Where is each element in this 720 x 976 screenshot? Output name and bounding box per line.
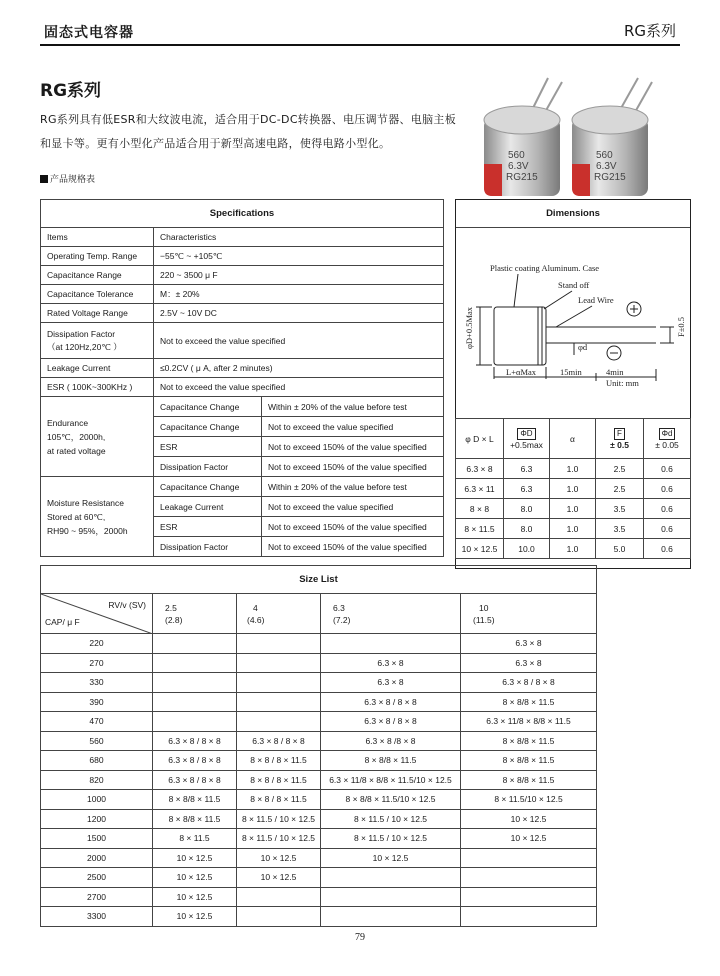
size-cell [237,634,321,654]
dimension-cell: 8 × 8 [456,499,504,519]
moisture-line-3: RH90 ~ 95%，2000h [47,525,128,536]
label-standoff: Stand off [558,280,590,290]
size-cell [237,653,321,673]
size-row [41,653,597,673]
size-cell: 8 × 8/8 × 11.5/10 × 12.5 [321,790,461,810]
capacitance-cell: 220 [41,634,153,654]
size-cell: 8 × 11.5 / 10 × 12.5 [237,829,321,849]
size-cell: 6.3 × 8 / 8 × 8 [321,712,461,732]
capacitance-cell: 1200 [41,809,153,829]
endurance-item [41,397,154,477]
size-row [41,770,597,790]
dimension-cell: 2.5 [596,479,644,499]
characteristics-header: Characteristics [154,228,444,247]
spec-value: Not to exceed the value specified [154,378,444,397]
moisture-value: Within ± 20% of the value before test [262,477,444,497]
surge-voltage: (7.2) [333,614,351,625]
size-row [41,731,597,751]
dimension-cell: 1.0 [550,539,596,559]
label-length: L+αMax [506,367,537,377]
spec-item: Capacitance Range [41,266,154,285]
spec-item: Leakage Current [41,359,154,378]
page-title: RG系列 [40,81,102,101]
capacitance-cell: 330 [41,673,153,693]
header-category: 固态式电容器 [44,25,134,41]
moisture-value: Not to exceed 150% of the value specified [262,537,444,557]
size-cell: 8 × 8/8 × 11.5 [153,809,237,829]
size-cell: 6.3 × 8 / 8 × 8 [237,731,321,751]
dimension-cell: 1.0 [550,459,596,479]
dimension-cell: 1.0 [550,519,596,539]
dim-header-diameter [504,419,550,459]
size-row [41,887,597,907]
endurance-line-2: 105℃，2000h, [47,431,106,442]
size-list-table [40,565,597,927]
corner-voltage-label: RV/v (SV) [108,600,146,610]
label-lead-length: 15min [560,367,582,377]
spec-item-df [41,323,154,359]
dimension-cell: 0.6 [644,459,691,479]
size-cell [461,848,597,868]
size-cell: 8 × 11.5 [153,829,237,849]
dimensions-table [455,418,691,559]
capacitance-cell: 270 [41,653,153,673]
capacitance-cell: 2500 [41,868,153,888]
spec-item: Capacitance Tolerance [41,285,154,304]
size-cell [237,887,321,907]
dimension-cell: 1.0 [550,499,596,519]
size-cell: 6.3 × 8 / 8 × 8 [153,770,237,790]
size-cell [461,887,597,907]
dimension-row [456,459,691,479]
size-cell: 6.3 × 8 / 8 × 8 [153,731,237,751]
size-cell [153,653,237,673]
size-row [41,692,597,712]
size-cell: 8 × 8 / 8 × 11.5 [237,770,321,790]
dim-header-alpha: α [550,419,596,459]
size-cell [321,634,461,654]
size-cell [321,868,461,888]
spec-value: −55℃ ~ +105℃ [154,247,444,266]
size-cell [321,887,461,907]
size-cell: 8 × 11.5/10 × 12.5 [461,790,597,810]
label-pitch: F±0.5 [676,316,686,337]
capacitance-cell: 2700 [41,887,153,907]
capacitor-photo [470,70,690,210]
dimension-cell: 8 × 11.5 [456,519,504,539]
page-number: 79 [355,932,365,943]
size-cell: 8 × 8 / 8 × 11.5 [237,790,321,810]
voltage-header [461,594,597,634]
label-coating: Plastic coating Aluminum. Case [490,263,600,273]
capacitance-cell: 1000 [41,790,153,810]
dimension-cell: 6.3 [504,459,550,479]
capacitance-cell: 470 [41,712,153,732]
capacitance-cell: 1500 [41,829,153,849]
diameter-symbol: ΦD [517,428,535,440]
size-cell: 10 × 12.5 [321,848,461,868]
intro-paragraph: RG系列具有低ESR和大纹波电流，适合用于DC-DC转换器、电压调节器、电脑主板和显卡等。更有小型化产品适合用于新型高速电路，使得电路小型化。 [40,113,457,150]
size-cell: 10 × 12.5 [461,829,597,849]
spec-value: M：± 20% [154,285,444,304]
dimension-cell: 0.6 [644,499,691,519]
dimension-cell: 0.6 [644,479,691,499]
moisture-value: Not to exceed 150% of the value specified [262,517,444,537]
moisture-param: Leakage Current [154,497,262,517]
dimension-cell: 8.0 [504,499,550,519]
df-line-2: （at 120Hz,20℃ ） [47,341,122,352]
size-row [41,751,597,771]
size-row [41,868,597,888]
pitch-symbol: F [614,428,625,440]
capacitance-cell: 3300 [41,907,153,927]
spec-value: 2.5V ~ 10V DC [154,304,444,323]
spec-item: Rated Voltage Range [41,304,154,323]
dimension-cell: 0.6 [644,539,691,559]
spec-value: ≤0.2CV ( μ A, after 2 minutes) [154,359,444,378]
capacitor-left [484,106,560,196]
corner-cap-label: CAP/ μ F [45,617,80,627]
dimension-cell: 6.3 × 8 [456,459,504,479]
moisture-param: Capacitance Change [154,477,262,497]
size-cell: 6.3 × 11/8 × 8/8 × 11.5/10 × 12.5 [321,770,461,790]
dim-header-lead [644,419,691,459]
dim-header-pitch [596,419,644,459]
size-cell: 6.3 × 8 [321,673,461,693]
size-list-corner [41,594,153,634]
spec-value: 220 ~ 3500 μ F [154,266,444,285]
size-cell [237,907,321,927]
dim-header-size: φ D × L [456,419,504,459]
moisture-line-1: Moisture Resistance [47,497,125,508]
dimension-cell: 6.3 [504,479,550,499]
endurance-value: Not to exceed 150% of the value specified [262,437,444,457]
size-cell: 8 × 8/8 × 11.5 [153,790,237,810]
spec-item: Operating Temp. Range [41,247,154,266]
capacitance-cell: 390 [41,692,153,712]
label-unit: Unit: mm [606,378,639,388]
size-cell [461,868,597,888]
cap-marking-3: RG215 [506,172,538,183]
size-cell: 6.3 × 8 / 8 × 8 [321,692,461,712]
size-cell [153,712,237,732]
size-cell: 6.3 × 11/8 × 8/8 × 11.5 [461,712,597,732]
size-cell: 8 × 11.5 / 10 × 12.5 [237,809,321,829]
size-cell: 6.3 × 8 [321,653,461,673]
rated-voltage: 2.5 [165,602,177,613]
dimension-cell: 6.3 × 11 [456,479,504,499]
rated-voltage: 10 [479,602,489,613]
rated-voltage: 6.3 [333,602,345,613]
label-stub: 4min [606,367,624,377]
size-cell [461,907,597,927]
dimensions-title: Dimensions [456,200,690,228]
size-cell: 8 × 8/8 × 11.5 [461,731,597,751]
size-cell [153,692,237,712]
dimension-cell: 2.5 [596,459,644,479]
surge-voltage: (2.8) [165,614,183,625]
square-bullet-icon [40,175,48,183]
size-cell: 8 × 8/8 × 11.5 [321,751,461,771]
size-row [41,907,597,927]
size-cell: 10 × 12.5 [153,887,237,907]
pitch-tolerance: ± 0.5 [610,439,629,450]
dimension-cell: 0.6 [644,519,691,539]
size-cell [237,692,321,712]
size-cell [153,673,237,693]
size-cell: 10 × 12.5 [237,868,321,888]
size-cell [321,907,461,927]
size-row [41,712,597,732]
endurance-param: ESR [154,437,262,457]
diameter-tolerance: +0.5max [510,439,543,450]
size-list-title: Size List [41,566,597,594]
cap-marking-3: RG215 [594,172,626,183]
cap-marking-2: 6.3V [596,161,617,172]
spec-value: Not to exceed the value specified [154,323,444,359]
size-cell [237,673,321,693]
cap-marking-1: 560 [596,150,613,161]
size-cell: 6.3 × 8 / 8 × 8 [153,751,237,771]
dimension-row [456,519,691,539]
endurance-line-3: at rated voltage [47,445,106,456]
size-cell: 10 × 12.5 [153,868,237,888]
surge-voltage: (11.5) [473,614,495,625]
size-cell: 8 × 8/8 × 11.5 [461,692,597,712]
size-cell: 8 × 11.5 / 10 × 12.5 [321,809,461,829]
voltage-header [321,594,461,634]
size-row [41,848,597,868]
capacitance-cell: 2000 [41,848,153,868]
endurance-param: Dissipation Factor [154,457,262,477]
endurance-value: Within ± 20% of the value before test [262,397,444,417]
size-cell: 10 × 12.5 [237,848,321,868]
specifications-table [40,199,444,557]
dimension-drawing [456,229,690,419]
size-row [41,634,597,654]
capacitor-right [572,106,648,196]
size-cell: 8 × 11.5 / 10 × 12.5 [321,829,461,849]
dimension-cell: 3.5 [596,519,644,539]
moisture-item [41,477,154,557]
moisture-param: ESR [154,517,262,537]
size-row [41,809,597,829]
size-cell: 6.3 × 8 [461,634,597,654]
moisture-value: Not to exceed the value specified [262,497,444,517]
size-cell: 10 × 12.5 [153,907,237,927]
spec-section-text: 产品规格表 [50,175,96,185]
size-cell: 6.3 × 8 / 8 × 8 [461,673,597,693]
size-row [41,673,597,693]
dimension-cell: 3.5 [596,499,644,519]
dimension-cell: 10 × 12.5 [456,539,504,559]
label-diameter: φD+0.5Max [464,306,474,349]
endurance-param: Capacitance Change [154,397,262,417]
spec-title: Specifications [41,200,444,228]
dimensions-panel [455,199,691,569]
cap-marking-1: 560 [508,150,525,161]
lead-tolerance: ± 0.05 [655,439,679,450]
items-header: Items [41,228,154,247]
rated-voltage: 4 [253,602,258,613]
header-divider [40,44,680,46]
capacitance-cell: 680 [41,751,153,771]
size-cell [153,634,237,654]
size-cell: 6.3 × 8 [461,653,597,673]
size-cell: 8 × 8/8 × 11.5 [461,751,597,771]
size-cell: 8 × 8/8 × 11.5 [461,770,597,790]
voltage-header [237,594,321,634]
lead-symbol: Φd [659,428,676,440]
endurance-line-1: Endurance [47,417,89,428]
capacitance-cell: 560 [41,731,153,751]
voltage-header [153,594,237,634]
size-row [41,790,597,810]
dimension-row [456,479,691,499]
header-series: RG系列 [623,22,676,40]
dimension-cell: 10.0 [504,539,550,559]
size-cell [237,712,321,732]
size-cell: 10 × 12.5 [153,848,237,868]
moisture-param: Dissipation Factor [154,537,262,557]
dimension-row [456,539,691,559]
endurance-value: Not to exceed 150% of the value specified [262,457,444,477]
size-cell: 10 × 12.5 [461,809,597,829]
endurance-param: Capacitance Change [154,417,262,437]
dimension-cell: 1.0 [550,479,596,499]
df-line-1: Dissipation Factor [47,328,116,339]
capacitance-cell: 820 [41,770,153,790]
dimension-cell: 5.0 [596,539,644,559]
cap-marking-2: 6.3V [508,161,529,172]
surge-voltage: (4.6) [247,614,265,625]
size-row [41,829,597,849]
spec-section-label [40,172,95,185]
size-cell: 6.3 × 8 /8 × 8 [321,731,461,751]
label-phi-d: φd [578,342,588,352]
endurance-value: Not to exceed the value specified [262,417,444,437]
label-leadwire: Lead Wire [578,295,614,305]
dimension-row [456,499,691,519]
size-cell: 8 × 8 / 8 × 11.5 [237,751,321,771]
spec-item: ESR ( 100K~300KHz ) [41,378,154,397]
moisture-line-2: Stored at 60℃, [47,511,106,522]
dimension-cell: 8.0 [504,519,550,539]
